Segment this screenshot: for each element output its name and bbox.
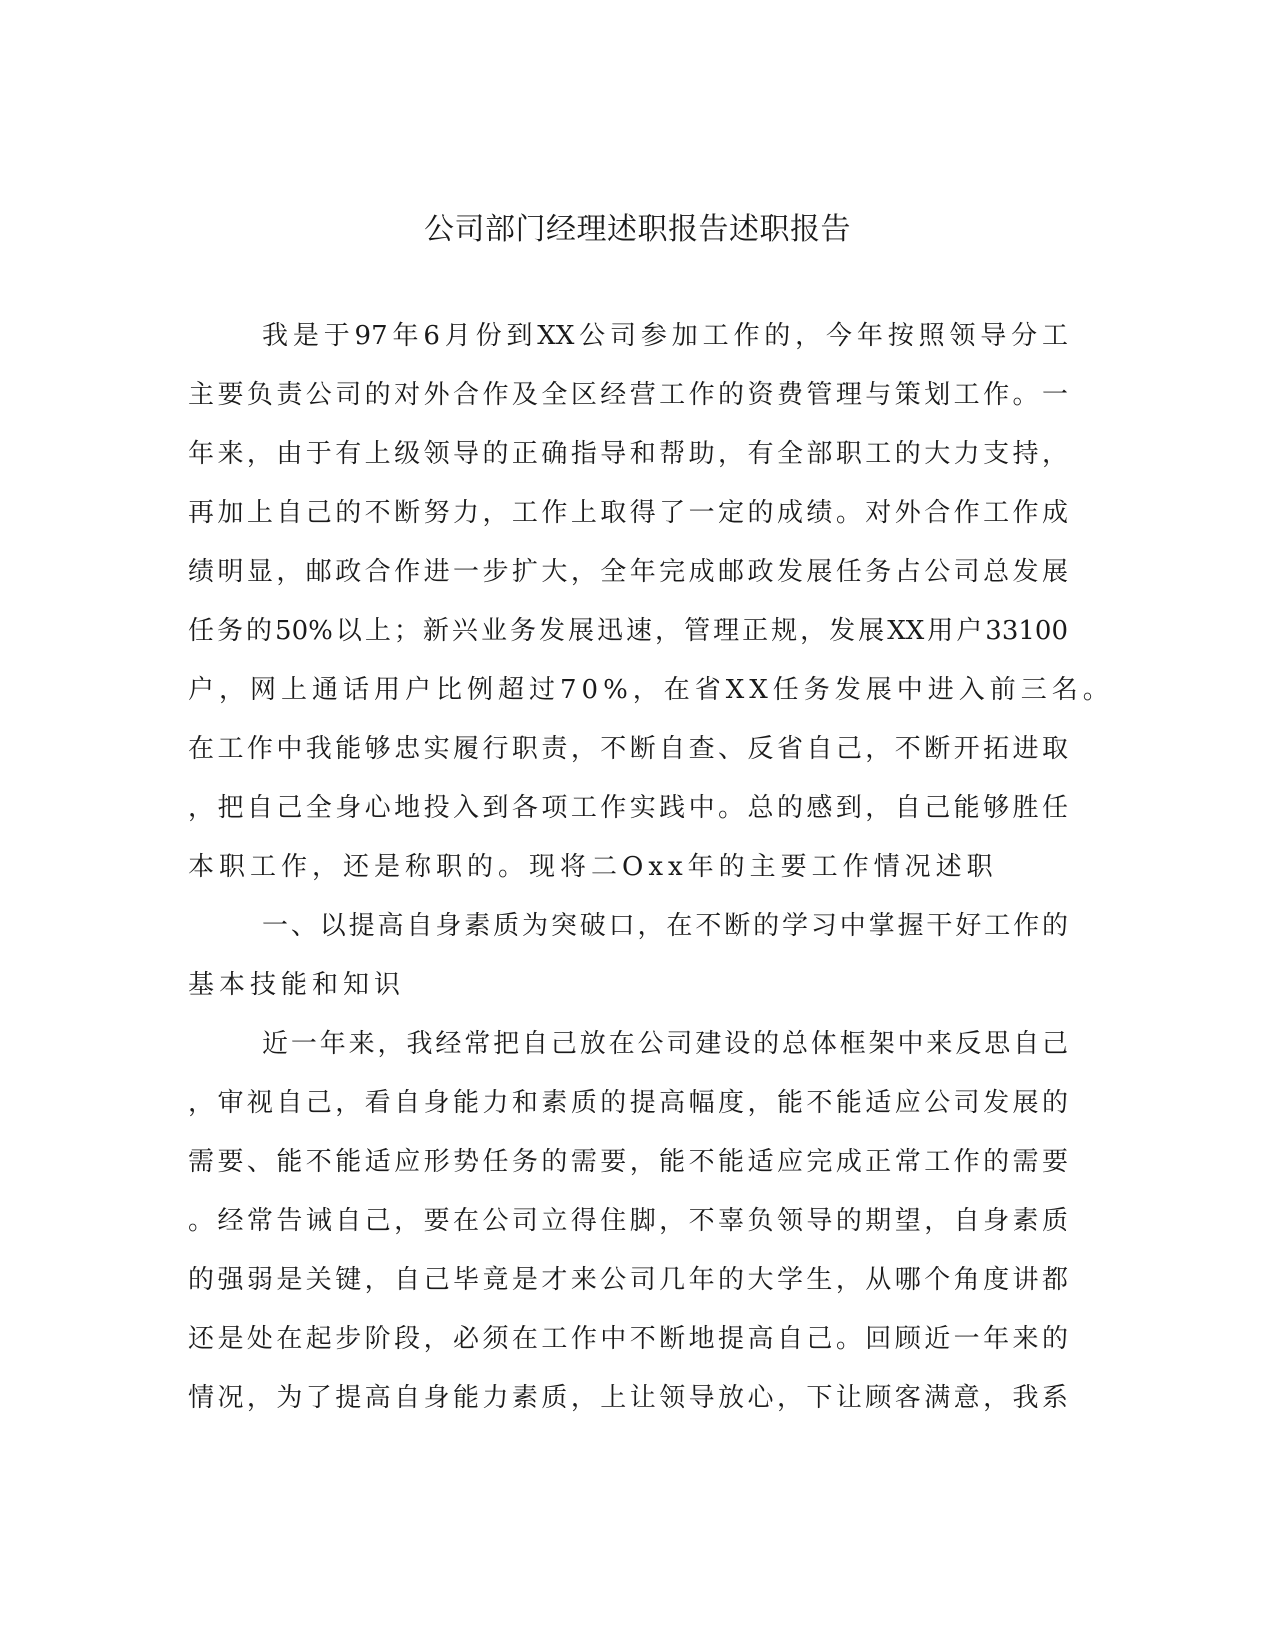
body-line: 。经常告诫自己，要在公司立得住脚，不辜负领导的期望，自身素质 bbox=[188, 1206, 1068, 1236]
body-line: 我是于97年6月份到XX公司参加工作的，今年按照领导分工 bbox=[262, 321, 1068, 351]
body-line: ，审视自己，看自身能力和素质的提高幅度，能不能适应公司发展的 bbox=[188, 1088, 1068, 1118]
document-title: 公司部门经理述职报告述职报告 bbox=[424, 212, 851, 247]
body-line: ，把自己全身心地投入到各项工作实践中。总的感到，自己能够胜任 bbox=[188, 793, 1068, 823]
body-line: 本职工作，还是称职的。现将二Oxx年的主要工作情况述职 bbox=[188, 852, 998, 882]
body-line: 情况，为了提高自身能力素质，上让领导放心，下让顾客满意，我系 bbox=[188, 1383, 1068, 1413]
body-line: 近一年来，我经常把自己放在公司建设的总体框架中来反思自己 bbox=[262, 1029, 1068, 1059]
body-line: 绩明显，邮政合作进一步扩大，全年完成邮政发展任务占公司总发展 bbox=[188, 557, 1068, 587]
body-line: 主要负责公司的对外合作及全区经营工作的资费管理与策划工作。一 bbox=[188, 380, 1068, 410]
body-line: 户，网上通话用户比例超过70%，在省XX任务发展中进入前三名。 bbox=[188, 675, 1114, 705]
body-line: 再加上自己的不断努力，工作上取得了一定的成绩。对外合作工作成 bbox=[188, 498, 1068, 528]
section-heading-line: 一、以提高自身素质为突破口，在不断的学习中掌握干好工作的 bbox=[262, 911, 1068, 941]
body-line: 任务的50%以上；新兴业务发展迅速，管理正规，发展XX用户33100 bbox=[188, 616, 1068, 646]
body-line: 还是处在起步阶段，必须在工作中不断地提高自己。回顾近一年来的 bbox=[188, 1324, 1068, 1354]
body-line: 年来，由于有上级领导的正确指导和帮助，有全部职工的大力支持， bbox=[188, 439, 1068, 469]
section-heading-line: 基本技能和知识 bbox=[188, 970, 406, 1000]
body-line: 在工作中我能够忠实履行职责，不断自查、反省自己，不断开拓进取 bbox=[188, 734, 1068, 764]
body-line: 需要、能不能适应形势任务的需要，能不能适应完成正常工作的需要 bbox=[188, 1147, 1068, 1177]
body-line: 的强弱是关键，自己毕竟是才来公司几年的大学生，从哪个角度讲都 bbox=[188, 1265, 1068, 1295]
